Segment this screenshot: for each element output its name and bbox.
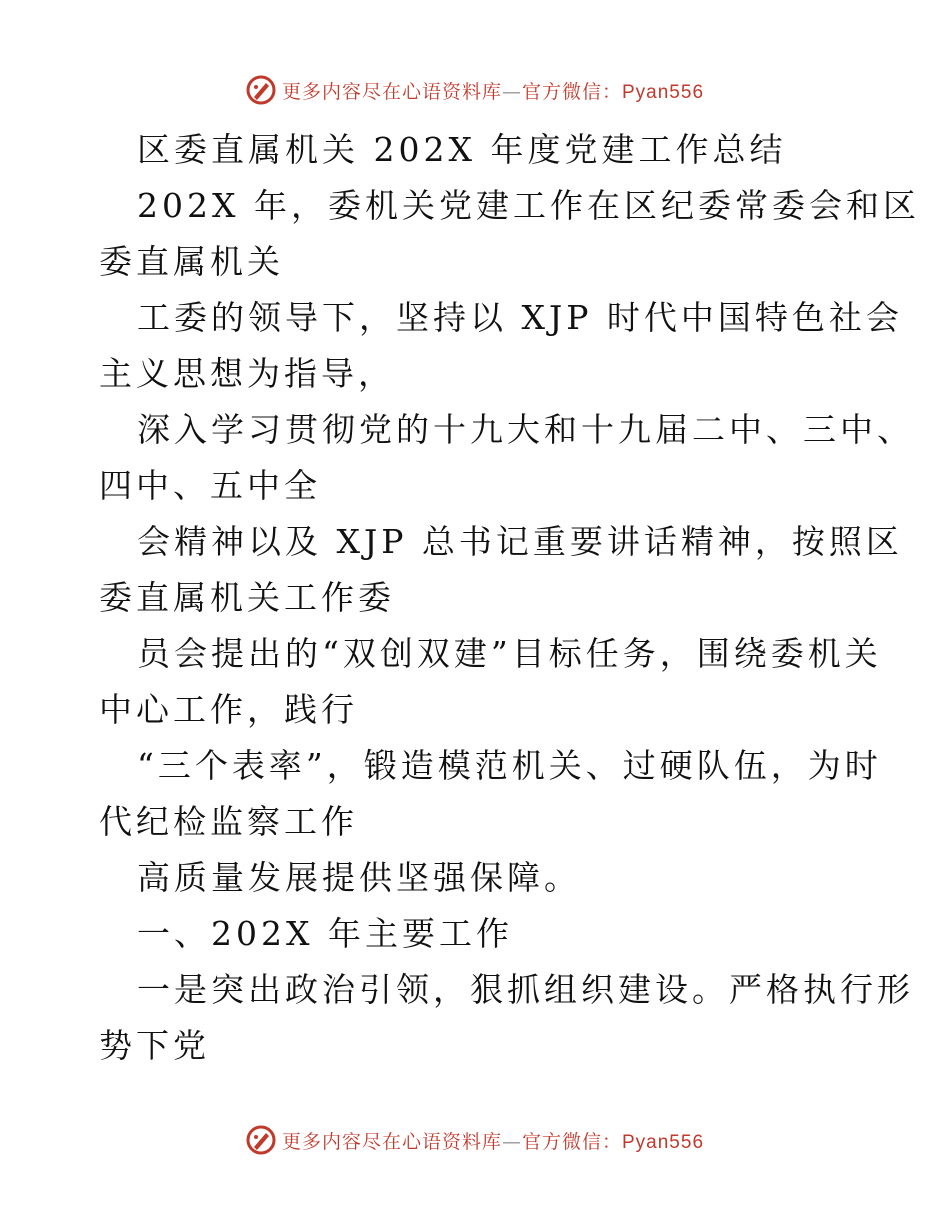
watermark-wechat-label: 官方微信： [521,80,622,103]
document-line: 委直属机关 [99,242,284,281]
document-line: 会精神以及 XJP 总书记重要讲话精神，按照区 [137,522,903,561]
watermark-brand: 更多内容尽在心语资料库 [281,80,502,103]
watermark-wechat-id: Pyan556 [622,1131,705,1153]
document-line: 一是突出政治引领，狠抓组织建设。严格执行形 [137,970,914,1009]
watermark-wechat-label: 官方微信： [521,1130,622,1153]
document-line: 中心工作，践行 [99,690,358,729]
document-line: 高质量发展提供坚强保障。 [137,858,581,897]
document-line: 代纪检监察工作 [99,802,358,841]
document-line: 主义思想为指导， [99,354,395,393]
document-line: 工委的领导下，坚持以 XJP 时代中国特色社会 [137,298,903,337]
document-line: 202X 年，委机关党建工作在区纪委常委会和区 [137,186,920,225]
watermark-dash: — [501,80,522,103]
document-line: “三个表率”，锻造模范机关、过硬队伍，为时 [137,746,882,785]
document-line: 一、202X 年主要工作 [137,914,513,953]
document-body [99,122,920,1074]
document-line: 委直属机关工作委 [99,578,395,617]
watermark-brand: 更多内容尽在心语资料库 [281,1130,502,1153]
document-line: 区委直属机关 202X 年度党建工作总结 [137,130,787,169]
document-line: 势下党 [99,1026,210,1065]
document-line: 员会提出的“双创双建”目标任务，围绕委机关 [137,634,882,673]
pen-logo-icon [246,75,276,105]
document-line: 四中、五中全 [99,466,321,505]
header-watermark [0,70,950,110]
pen-logo-icon [246,1125,276,1155]
watermark-dash: — [501,1130,522,1153]
document-line: 深入学习贯彻党的十九大和十九届二中、三中、 [137,410,914,449]
footer-watermark [0,1120,950,1160]
watermark-wechat-id: Pyan556 [622,81,705,103]
